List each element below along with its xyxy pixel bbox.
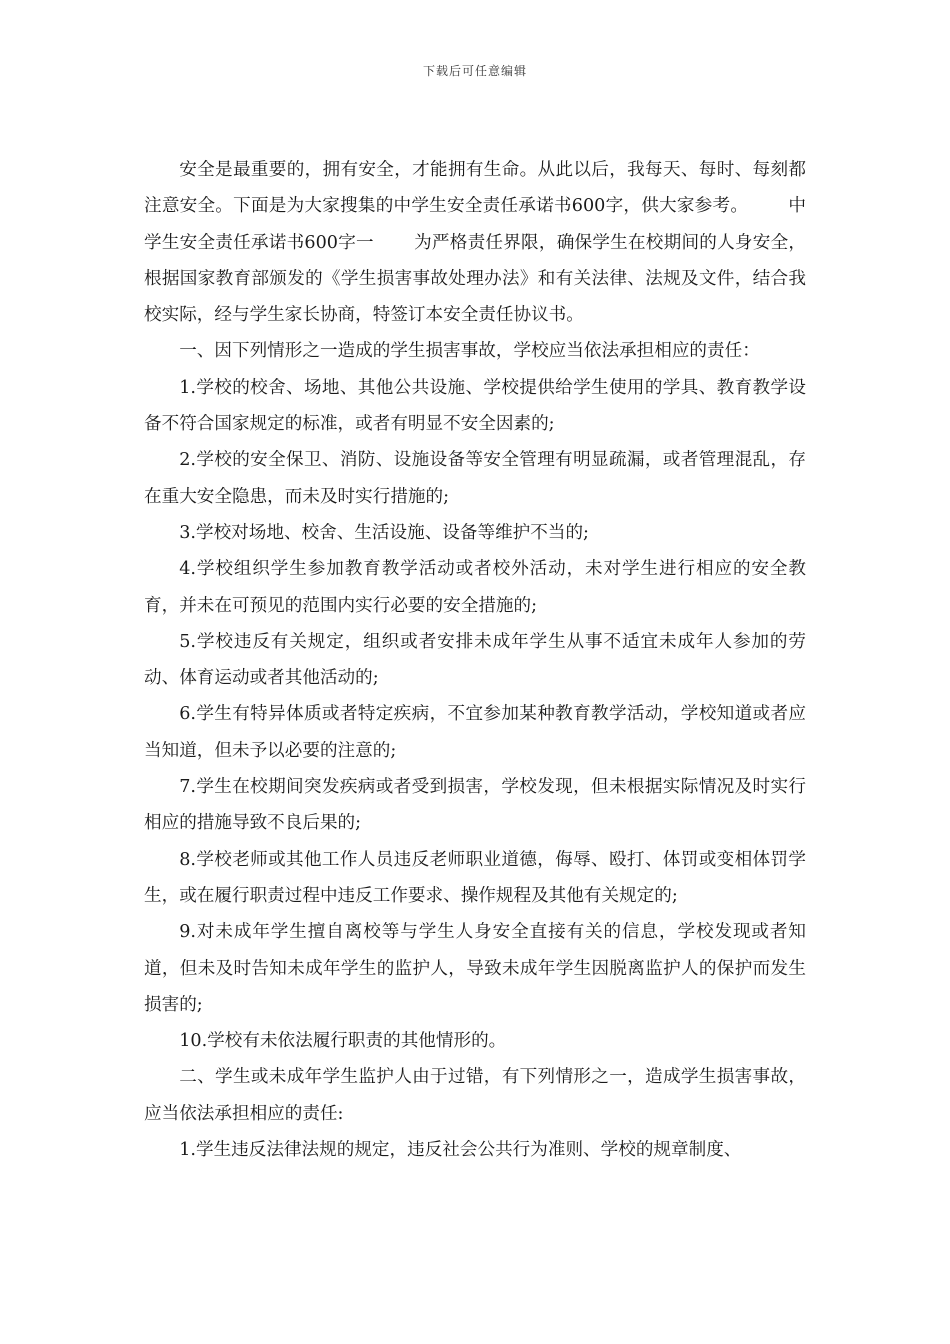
list-item: 2.学校的安全保卫、消防、设施设备等安全管理有明显疏漏，或者管理混乱，存在重大安全隐患，而未及时实行措施的; <box>144 450 806 507</box>
section-two-heading: 二、学生或未成年学生监护人由于过错，有下列情形之一，造成学生损害事故，应当依法承担相应的责任: <box>144 1067 806 1124</box>
document-body <box>144 152 806 1168</box>
section-title: 中学生安全责任承诺书600字一 <box>144 196 806 253</box>
intro-text-continued: 为严格责任界限，确保学生在校期间的人身安全，根据国家教育部颁发的《学生损害事故处理办法》和有关法律、法规及文件，结合我校实际，经与学生家长协商，特签订本安全责任协议书。 <box>144 232 806 326</box>
list-item: 1.学生违反法律法规的规定，违反社会公共行为准则、学校的规章制度、 <box>179 1140 742 1161</box>
list-item: 1.学校的校舍、场地、其他公共设施、学校提供给学生使用的学具、教育教学设备不符合国家规定的标准，或者有明显不安全因素的; <box>144 377 806 435</box>
list-item: 6.学生有特异体质或者特定疾病，不宜参加某种教育教学活动，学校知道或者应当知道，但未予以必要的注意的; <box>144 704 806 761</box>
list-item: 4.学校组织学生参加教育教学活动或者校外活动，未对学生进行相应的安全教育，并未在可预见的范围内实行必要的安全措施的; <box>144 559 806 616</box>
list-item: 3.学校对场地、校舍、生活设施、设备等维护不当的; <box>179 522 589 543</box>
section-one-heading: 一、因下列情形之一造成的学生损害事故，学校应当依法承担相应的责任： <box>179 341 760 362</box>
list-item: 7.学生在校期间突发疾病或者受到损害，学校发现，但未根据实际情况及时实行相应的措施导致不良后果的; <box>144 777 806 834</box>
intro-text: 安全是最重要的，拥有安全，才能拥有生命。从此以后，我每天、每时、每刻都注意安全。下面是为大家搜集的中学生安全责任承诺书600字，供大家参考。 <box>144 160 806 217</box>
list-item: 5.学校违反有关规定，组织或者安排未成年学生从事不适宜未成年人参加的劳动、体育运动或者其他活动的; <box>144 631 806 689</box>
page-header-note: 下载后可任意编辑 <box>422 64 527 78</box>
list-item: 9.对未成年学生擅自离校等与学生人身安全直接有关的信息，学校发现或者知道，但未及时告知未成年学生的监护人，导致未成年学生因脱离监护人的保护而发生损害的; <box>144 922 806 1015</box>
intro-paragraph <box>144 152 806 333</box>
list-item: 10.学校有未依法履行职责的其他情形的。 <box>179 1031 507 1052</box>
list-item: 8.学校老师或其他工作人员违反老师职业道德，侮辱、殴打、体罚或变相体罚学生，或在履行职责过程中违反工作要求、操作规程及其他有关规定的; <box>144 849 806 906</box>
